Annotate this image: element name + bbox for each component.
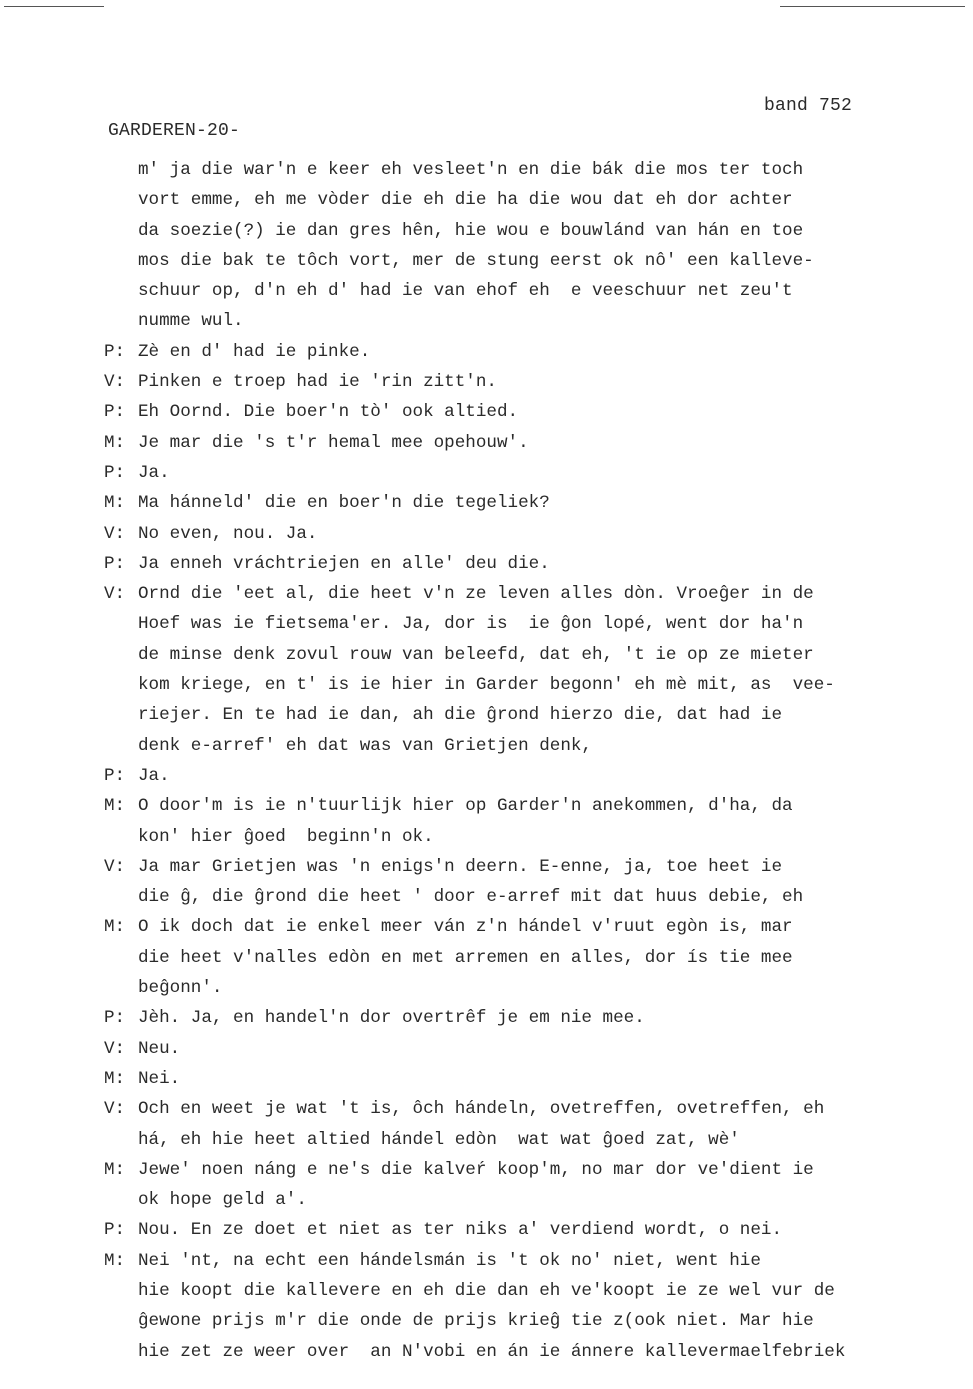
line-text: de minse denk zovul rouw van beleefd, dat eh, 't ie op ze mieter xyxy=(138,644,814,665)
transcript-line xyxy=(104,1094,954,1124)
line-text: Eh Oornd. Die boer'n tò' ook altied. xyxy=(138,402,519,423)
transcript-line xyxy=(104,1185,954,1215)
speaker-label: P: xyxy=(104,553,126,574)
speaker-label: V: xyxy=(104,372,126,393)
transcript-line xyxy=(104,579,954,609)
transcript-line xyxy=(104,1003,954,1033)
place-heading: GARDEREN-20- xyxy=(108,121,241,141)
speaker-label: M: xyxy=(104,432,126,453)
line-text: schuur op, d'n eh d' had ie van ehof eh e veeschuur net zeu't xyxy=(138,281,793,302)
line-text: Neu. xyxy=(138,1038,181,1059)
line-text: die ĝ, die ĝrond die heet ' door e-arref mit dat huus debie, eh xyxy=(138,887,804,908)
line-text: No even, nou. Ja. xyxy=(138,523,318,544)
transcript-line xyxy=(104,367,954,397)
transcript-line xyxy=(104,458,954,488)
line-text: Jèh. Ja, en handel'n dor overtrêf je em nie mee. xyxy=(138,1008,645,1029)
line-text: numme wul. xyxy=(138,311,244,332)
line-text: kon' hier ĝoed beginn'n ok. xyxy=(138,826,434,847)
line-text: ok hope geld a'. xyxy=(138,1190,307,1211)
transcript-line xyxy=(104,1337,954,1367)
line-text: hie koopt die kallevere en eh die dan eh ve'koopt ie ze wel vur de xyxy=(138,1280,835,1301)
transcript-line xyxy=(104,488,954,518)
speaker-label: M: xyxy=(104,1068,126,1089)
line-text: denk e-arref' eh dat was van Grietjen denk, xyxy=(138,735,592,756)
transcript-line xyxy=(104,1064,954,1094)
speaker-label: P: xyxy=(104,341,126,362)
transcript-line xyxy=(104,1034,954,1064)
speaker-label: P: xyxy=(104,1008,126,1029)
line-text: O door'm is ie n'tuurlijk hier op Garder'n anekommen, d'ha, da xyxy=(138,796,793,817)
line-text: die heet v'nalles edòn en met arremen en alles, dor ís tie mee xyxy=(138,947,793,968)
line-text: mos die bak te tôch vort, mer de stung eerst ok nô' een kalleve- xyxy=(138,250,814,271)
line-text: hie zet ze weer over an N'vobi en án ie ánnere kallevermaelfebriek xyxy=(138,1341,846,1362)
transcript-line xyxy=(104,1155,954,1185)
transcript-line xyxy=(104,306,954,336)
transcript-line xyxy=(104,852,954,882)
transcript-line xyxy=(104,670,954,700)
transcript-line xyxy=(104,791,954,821)
transcript-line xyxy=(104,1246,954,1276)
line-text: Zè en d' had ie pinke. xyxy=(138,341,371,362)
transcript-line xyxy=(104,882,954,912)
line-text: beĝonn'. xyxy=(138,978,223,999)
transcript-line xyxy=(104,822,954,852)
speaker-label: P: xyxy=(104,765,126,786)
speaker-label: V: xyxy=(104,1099,126,1120)
speaker-label: V: xyxy=(104,523,126,544)
line-text: Ja mar Grietjen was 'n enigs'n deern. E-enne, ja, toe heet ie xyxy=(138,856,783,877)
transcript-line xyxy=(104,943,954,973)
speaker-label: M: xyxy=(104,796,126,817)
transcript-line xyxy=(104,155,954,185)
speaker-label: V: xyxy=(104,1038,126,1059)
speaker-label: M: xyxy=(104,493,126,514)
line-text: riejer. En te had ie dan, ah die ĝrond hierzo die, dat had ie xyxy=(138,705,783,726)
transcript-line xyxy=(104,700,954,730)
speaker-label: V: xyxy=(104,584,126,605)
line-text: Ja enneh vráchtriejen en alle' deu die. xyxy=(138,553,550,574)
transcript-line xyxy=(104,337,954,367)
band-number: band 752 xyxy=(764,96,853,116)
transcript xyxy=(104,155,954,1367)
top-right-rule xyxy=(780,6,965,7)
transcript-line xyxy=(104,912,954,942)
line-text: Ornd die 'eet al, die heet v'n ze leven alles dòn. Vroeĝer in de xyxy=(138,584,814,605)
line-text: Ma hánneld' die en boer'n die tegeliek? xyxy=(138,493,550,514)
line-text: Nou. En ze doet et niet as ter niks a' verdiend wordt, o nei. xyxy=(138,1220,783,1241)
transcript-line xyxy=(104,276,954,306)
line-text: Pinken e troep had ie 'rin zitt'n. xyxy=(138,372,497,393)
speaker-label: P: xyxy=(104,1220,126,1241)
line-text: ĝewone prijs m'r die onde de prijs krieĝ tie z(ook niet. Mar hie xyxy=(138,1311,814,1332)
transcript-line xyxy=(104,761,954,791)
transcript-line xyxy=(104,397,954,427)
line-text: há, eh hie heet altied hándel edòn wat wat ĝoed zat, wè' xyxy=(138,1129,740,1150)
transcript-line xyxy=(104,549,954,579)
line-text: da soezie(?) ie dan gres hên, hie wou e bouwlánd van hán en toe xyxy=(138,220,804,241)
top-left-rule xyxy=(4,6,104,7)
line-text: m' ja die war'n e keer eh vesleet'n en die bák die mos ter toch xyxy=(138,160,804,180)
speaker-label: M: xyxy=(104,1250,126,1271)
transcript-line xyxy=(104,428,954,458)
transcript-line xyxy=(104,731,954,761)
transcript-line xyxy=(104,246,954,276)
line-text: vort emme, eh me vòder die eh die ha die wou dat eh dor achter xyxy=(138,190,793,211)
line-text: Och en weet je wat 't is, ôch hándeln, ovetreffen, ovetreffen, eh xyxy=(138,1099,825,1120)
line-text: O ik doch dat ie enkel meer ván z'n hándel v'ruut egòn is, mar xyxy=(138,917,793,938)
line-text: Jewe' noen náng e ne's die kalveŕ koop'm, no mar dor ve'dient ie xyxy=(138,1159,814,1180)
speaker-label: P: xyxy=(104,462,126,483)
transcript-line xyxy=(104,1125,954,1155)
line-text: Nei. xyxy=(138,1068,181,1089)
transcript-line xyxy=(104,1215,954,1245)
transcript-line xyxy=(104,1306,954,1336)
line-text: Ja. xyxy=(138,765,170,786)
line-text: Je mar die 's t'r hemal mee opehouw'. xyxy=(138,432,529,453)
line-text: kom kriege, en t' is ie hier in Garder begonn' eh mè mit, as vee- xyxy=(138,675,835,696)
transcript-line xyxy=(104,973,954,1003)
speaker-label: M: xyxy=(104,917,126,938)
speaker-label: P: xyxy=(104,402,126,423)
line-text: Nei 'nt, na echt een hándelsmán is 't ok no' niet, went hie xyxy=(138,1250,761,1271)
transcript-line xyxy=(104,640,954,670)
transcript-line xyxy=(104,519,954,549)
transcript-line xyxy=(104,609,954,639)
line-text: Hoef was ie fietsema'er. Ja, dor is ie ĝon lopé, went dor ha'n xyxy=(138,614,804,635)
transcript-line xyxy=(104,1276,954,1306)
speaker-label: M: xyxy=(104,1159,126,1180)
transcript-line xyxy=(104,185,954,215)
line-text: Ja. xyxy=(138,462,170,483)
speaker-label: V: xyxy=(104,856,126,877)
transcript-line xyxy=(104,216,954,246)
